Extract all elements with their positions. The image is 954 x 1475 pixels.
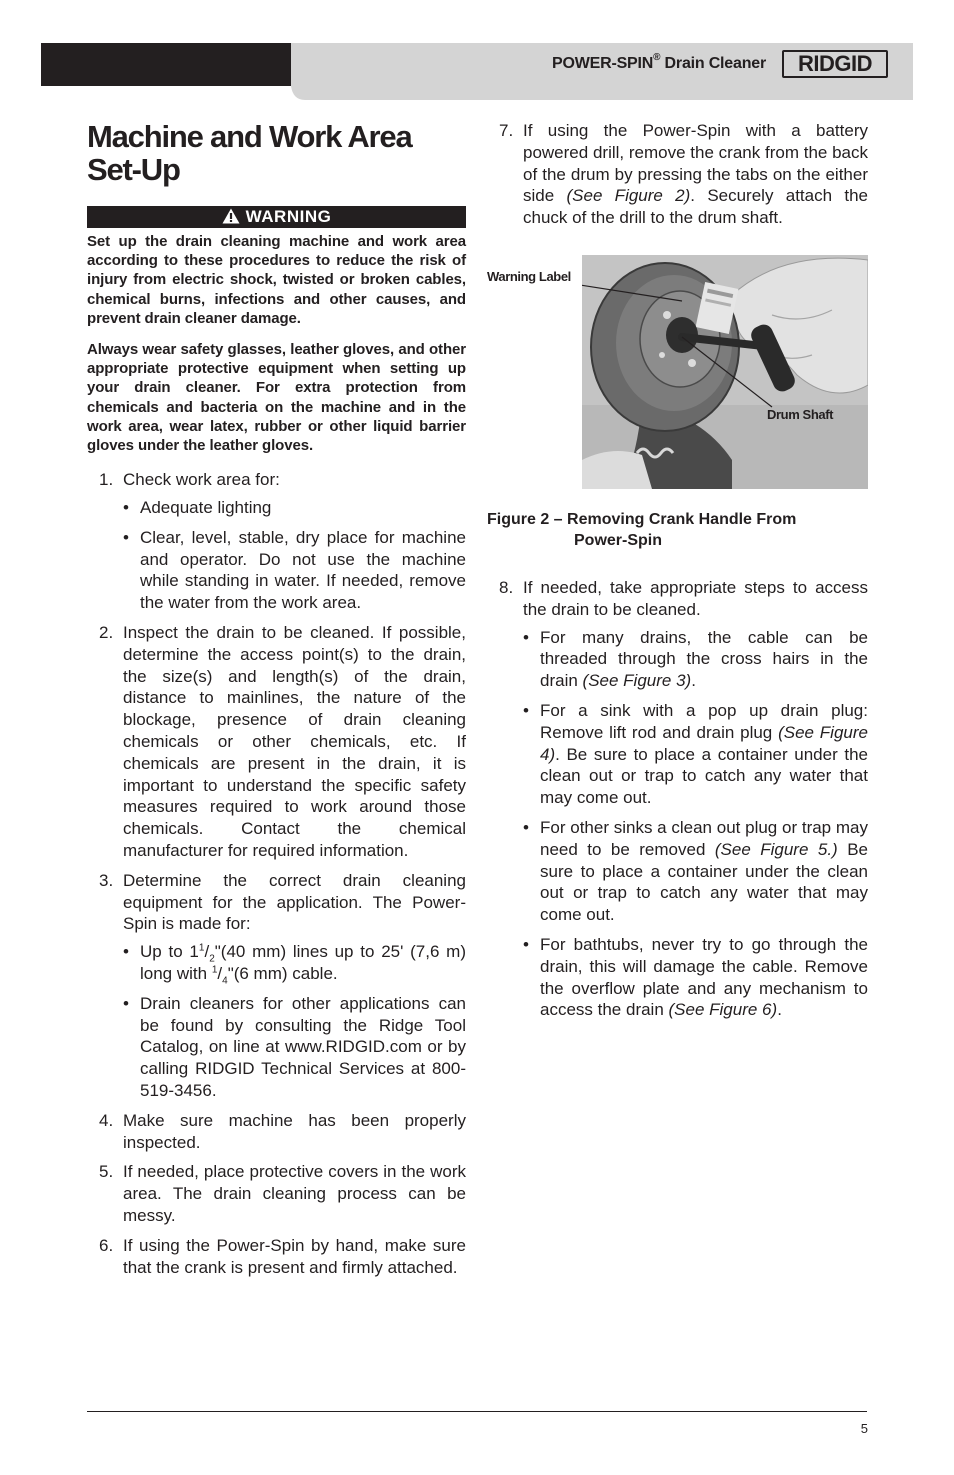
step-2: 2. Inspect the drain to be cleaned. If possible, determine the access point(s) to the drain, the size(s) and length(s) of the drain, distance to mainlines, the nature of the blockage, presence of drain cleaning chemicals or other chemicals, etc. If chemicals are present in the drain, it is important to understand the specific safety measures required to work around those chemicals. Contact the chemical manufacturer for required information. [99,623,466,860]
figure-2-caption: Figure 2 – Removing Crank Handle From Power-Spin [487,510,797,549]
step-1-bullet-1: • Adequate lighting [123,497,466,519]
step-3-bullet-1: • Up to $1^1/_2"(40$ mm) lines up to 25' (7,6 m) long with $^1/_4"(6$ mm) cable. [123,941,466,985]
figure-2 [487,255,868,495]
warning-bar [87,206,466,228]
step-1: 1. Check work area for: • Adequate lighting • Clear, level, stable, dry place for machine and operator. Do not use the machine while standing in water. If needed, remove the water from the work area. [87,469,466,614]
section-title: Machine and Work Area Set-Up [87,119,412,187]
step-6-text: If using the Power-Spin by hand, make sure that the crank is present and firmly attached. [123,1235,466,1277]
setup-steps-list-continued [487,120,868,229]
warning-triangle-icon [222,208,240,224]
figure-label-drum-shaft: Drum Shaft [767,406,834,422]
warning-paragraph-1: Set up the drain cleaning machine and work area according to these procedures to reduce the risk of injury from electric shock, twisted or broken cables, chemical burns, infections and other causes, and prevent drain cleaner damage. [87,233,466,327]
step-8-bullet-4: • For bathtubs, never try to go through the drain, this will damage the cable. Remove the overflow plate and any mechanism to access the drain (See Figure 6). [523,934,868,1021]
step-1-bullets [123,497,466,614]
power-spin-crank-photo [582,255,868,489]
step-4-text: Make sure machine has been properly inspected. [123,1110,466,1152]
step-1-text: Check work area for: [123,470,280,490]
step-8-bullet-1: • For many drains, the cable can be threaded through the cross hairs in the drain (See Figure 3). [523,627,868,692]
step-1-bullet-2: • Clear, level, stable, dry place for machine and operator. Do not use the machine while standing in water. If needed, remove the water from the work area. [123,527,466,614]
step-8-text: If needed, take appropriate steps to access the drain to be cleaned. [523,577,868,619]
step-2-text: Inspect the drain to be cleaned. If possible, determine the access point(s) to the drain, the size(s) and length(s) of the drain, distance to mainlines, the nature of the blockage, presence of drain cleaning chemicals or other chemicals, etc. If chemicals are present in the drain, it is important to understand the specific safety measures required to work around those chemicals. Contact the chemical manufacturer for required information. [123,623,466,860]
header-gray-tail [291,86,913,100]
figure-2-reference: (See Figure 2) [566,186,691,206]
step-3-bullet-2: • Drain cleaners for other applications can be found by consulting the Ridge Tool Catalog, on line at www.RIDGID.com or by calling RIDGID Technical Services at 800-519-3456. [123,993,466,1102]
warning-paragraph-2: Always wear safety glasses, leather gloves, and other appropriate protective equipment when setting up your drain cleaner. For extra protection from chemicals and bacteria on the machine and in the work area, wear latex, rubber or other liquid barrier gloves under the leather gloves. [87,341,466,455]
step-8: 8. If needed, take appropriate steps to access the drain to be cleaned. • For many drains, the cable can be threaded through the cross hairs in the drain (See Figure 3). • For a sink with a pop up drain plug: Remove lift rod and drain plug (See Figure 4). Be sure to place a container under the clean out or trap to catch any water that may come out. • For other sinks a clean out plug or trap may need to be removed (See Figure 5.) Be sure to place a container under the clean out or trap to catch any water that may come out. • For bathtubs, never try to go through the drain, this will damage the cable. Remove the overflow plate and any mechanism to access the drain (See Figure 6). [487,577,868,1021]
page-number: 5 [860,1421,868,1436]
header-product-title: POWER-SPIN® Drain Cleaner [552,52,766,72]
right-column [487,120,868,1029]
setup-steps-list-step-8 [487,577,868,1021]
left-column [87,120,466,1286]
step-8-bullets [523,627,868,1022]
setup-steps-list [87,469,466,1278]
step-3-bullets [123,941,466,1102]
step-6: 6. If using the Power-Spin by hand, make sure that the crank is present and firmly attached. [99,1235,466,1277]
step-4: 4. Make sure machine has been properly inspected. [99,1110,466,1152]
step-5: 5. If needed, place protective covers in the work area. The drain cleaning process can be messy. [99,1162,466,1225]
warning-label: WARNING [245,207,332,226]
step-3-text: Determine the correct drain cleaning equipment for the application. The Power-Spin is made for: [123,870,466,934]
footer-rule [87,1411,867,1412]
step-7: 7. If using the Power-Spin with a battery powered drill, remove the crank from the back of the drum by pressing the tabs on the either side (See Figure 2). Securely attach the chuck of the drill to the drum shaft. [499,121,868,228]
step-8-bullet-2: • For a sink with a pop up drain plug: Remove lift rod and drain plug (See Figure 4). Be sure to place a container under the clean out or trap to catch any water that may come out. [523,700,868,809]
step-8-bullet-3: • For other sinks a clean out plug or trap may need to be removed (See Figure 5.) Be sure to place a container under the clean out or trap to catch any water that may come out. [523,817,868,926]
step-3: 3. Determine the correct drain cleaning equipment for the application. The Power-Spin is made for: • Up to $1^1/_2"(40$ mm) lines up to 25' (7,6 m) long with $^1/_4"(6$ mm) cable. • Drain cleaners for other applications can be found by consulting the Ridge Tool Catalog, on line at www.RIDGID.com or by calling RIDGID Technical Services at 800-519-3456. [87,870,466,1102]
header-black-band [41,43,291,86]
figure-label-warning-label: Warning Label [487,268,571,284]
ridgid-logo: RIDGID [782,50,888,78]
step-5-text: If needed, place protective covers in the work area. The drain cleaning process can be messy. [123,1162,466,1225]
